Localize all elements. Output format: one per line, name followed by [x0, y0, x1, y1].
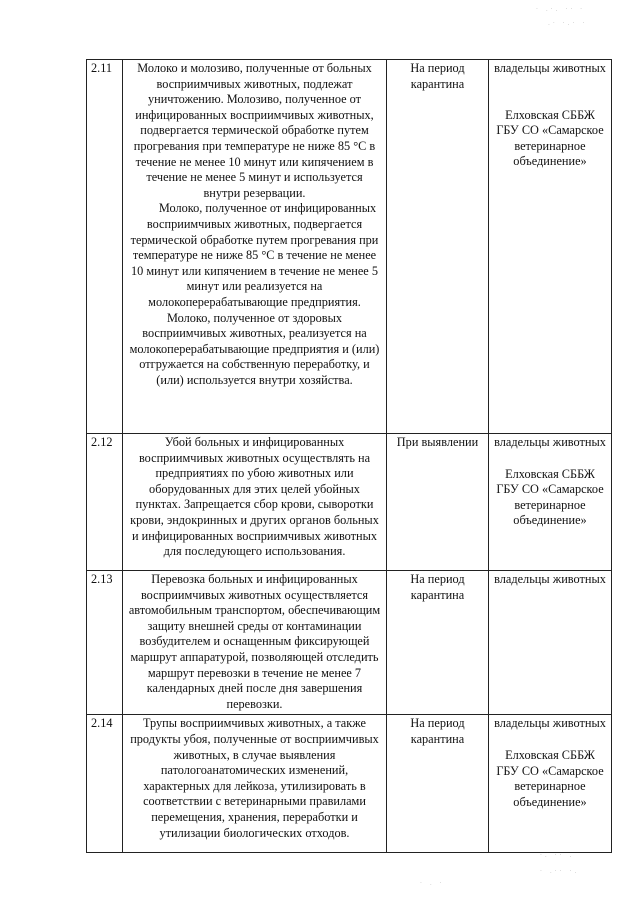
measure-description — [123, 571, 387, 715]
scan-noise: .· ·.· · — [548, 20, 588, 27]
responsible-parties — [489, 571, 612, 715]
execution-period: На период карантина — [387, 60, 489, 434]
table-row — [87, 60, 612, 434]
measure-paragraph: Трупы восприимчивых животных, а также продукты убоя, полученные от восприимчивых животных, в случае выявления патологоанатомических изменений, характерных для лейкоза, утилизировать в соответствии с ветеринарными правилами перемещения, хранения, переработки и утилизации биологических отходов. — [130, 716, 379, 840]
table-row — [87, 715, 612, 853]
measure-paragraph: Перевозка больных и инфицированных восприимчивых животных осуществляется автомобильным транспортом, обеспечивающим защиту внешней среды от контаминации возбудителем и оснащенным фиксирующей маршрут аппаратурой, позволяющей отследить маршрут перевозки в течение не менее 7 календарных дней после дня завершения перевозки. — [128, 572, 381, 711]
measure-paragraph: Молоко, полученное от инфицированных восприимчивых животных, подвергается термической обработке путем прогревания при температуре не ниже 85 °С в течение не менее 10 минут или кипячением в течение не менее 5 минут или реализуется на молокоперерабатывающие предприятия. — [130, 201, 379, 309]
responsible-parties — [489, 434, 612, 571]
table-row — [87, 571, 612, 715]
item-number: 2.13 — [87, 571, 123, 715]
responsible-vet-station: Елховская СББЖ ГБУ СО «Самарское ветеринарное объединение» — [496, 747, 604, 809]
execution-period: На период карантина — [387, 715, 489, 853]
measure-description — [123, 60, 387, 434]
responsible-parties — [489, 715, 612, 853]
measure-paragraph: Убой больных и инфицированных восприимчивых животных осуществлять на предприятиях по убою животных или оборудованных для этих целей убойных пунктах. Запрещается сбор крови, сыворотки крови, эндокринных и других органов больных и инфицированных восприимчивых животных для последующего использования. — [130, 435, 379, 559]
measure-description — [123, 715, 387, 853]
scan-noise: · . · — [420, 880, 445, 887]
table-row — [87, 434, 612, 571]
execution-period: При выявлении — [387, 434, 489, 571]
measure-description — [123, 434, 387, 571]
responsible-owner: владельцы животных — [494, 435, 606, 449]
responsible-owner: владельцы животных — [494, 716, 606, 731]
scan-noise: · .·. ·· · — [536, 6, 586, 13]
item-number: 2.14 — [87, 715, 123, 853]
measure-paragraph: Молоко, полученное от здоровых восприимчивых животных, реализуется на молокоперерабатывающие предприятия и (или) отгружается на собственную переработку, и (или) используется внутри хозяйства. — [129, 310, 380, 387]
responsible-owner: владельцы животных — [494, 61, 606, 75]
execution-period: На период карантина — [387, 571, 489, 715]
item-number: 2.12 — [87, 434, 123, 571]
item-number: 2.11 — [87, 60, 123, 434]
scan-noise: · .·· ·. — [540, 868, 580, 875]
responsible-vet-station: Елховская СББЖ ГБУ СО «Самарское ветеринарное объединение» — [496, 107, 604, 169]
responsible-parties — [489, 60, 612, 434]
scan-noise: ·. ·· . — [540, 852, 575, 859]
responsible-vet-station: Елховская СББЖ ГБУ СО «Самарское ветеринарное объединение» — [496, 466, 604, 528]
responsible-owner: владельцы животных — [494, 572, 606, 586]
measure-paragraph: Молоко и молозиво, полученные от больных восприимчивых животных, подлежат уничтожению. Молозиво, полученное от инфицированных восприимчивых животных, подвергается термической обработке путем прогревания при температуре не ниже 85 °С в течение не менее 10 минут или кипячением в течение не менее 5 минут и используется внутри резервации. — [133, 61, 376, 200]
measures-table — [86, 59, 612, 853]
